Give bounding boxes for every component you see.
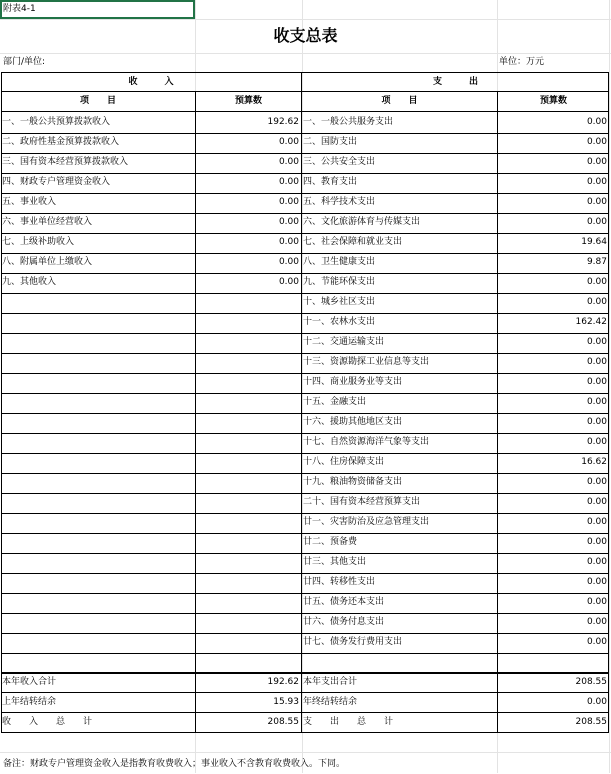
expense-item-value: 19.64 [581,237,607,247]
unit-label: 单位：万元 [499,57,545,67]
total-income-label: 本年收入合计 [2,677,57,687]
total-income-value: 208.55 [267,717,299,727]
expense-item-value: 0.00 [586,497,607,507]
income-header: 收 入 [128,77,174,87]
expense-item-header: 项 目 [381,96,418,106]
expense-item-value: 0.00 [586,137,607,147]
total-income-label: 上年结转结余 [2,697,57,707]
expense-item-value: 16.62 [581,457,607,467]
income-item-label: 六、事业单位经营收入 [2,217,93,227]
expense-item-value: 0.00 [586,157,607,167]
expense-item-value: 0.00 [586,597,607,607]
expense-item-label: 十七、自然资源海洋气象等支出 [303,437,430,447]
expense-item-label: 七、社会保障和就业支出 [303,237,403,247]
expense-item-value: 0.00 [586,357,607,367]
income-item-label: 八、附属单位上缴收入 [2,257,93,267]
income-item-value: 0.00 [278,197,299,207]
expense-item-label: 十一、农林水支出 [303,317,376,327]
income-item-value: 0.00 [278,237,299,247]
total-income-value: 192.62 [267,677,299,687]
expense-item-value: 0.00 [586,537,607,547]
expense-item-value: 0.00 [586,397,607,407]
expense-item-label: 二、国防支出 [303,137,358,147]
total-expense-value: 208.55 [575,717,607,727]
income-item-label: 一、一般公共预算拨款收入 [2,117,111,127]
expense-item-value: 0.00 [586,637,607,647]
expense-item-value: 0.00 [586,417,607,427]
expense-item-value: 0.00 [586,517,607,527]
grid-line [0,752,611,753]
footnote: 备注：财政专户管理资金收入是指教育收费收入；事业收入不含教育收费收入。下同。 [3,759,346,769]
income-item-label: 七、上级补助收入 [2,237,75,247]
income-item-value: 0.00 [278,137,299,147]
expense-item-label: 十九、粮油物资储备支出 [303,477,403,487]
expense-item-value: 0.00 [586,277,607,287]
expense-item-label: 二十、国有资本经营预算支出 [303,497,421,507]
total-income-value: 15.93 [273,697,299,707]
expense-item-label: 三、公共安全支出 [303,157,376,167]
expense-item-value: 0.00 [586,377,607,387]
income-item-label: 五、事业收入 [2,197,57,207]
expense-item-value: 0.00 [586,617,607,627]
dept-label: 部门/单位: [3,57,46,67]
expense-item-value: 0.00 [586,437,607,447]
total-expense-label: 本年支出合计 [303,677,358,687]
expense-item-label: 十二、交通运输支出 [303,337,385,347]
expense-item-value: 0.00 [586,297,607,307]
total-expense-value: 208.55 [575,677,607,687]
expense-item-value: 0.00 [586,117,607,127]
expense-item-label: 廿一、灾害防治及应急管理支出 [303,517,430,527]
income-item-value: 0.00 [278,177,299,187]
expense-item-label: 十四、商业服务业等支出 [303,377,403,387]
expense-item-label: 廿七、债务发行费用支出 [303,637,403,647]
expense-item-label: 六、文化旅游体育与传媒支出 [303,217,421,227]
expense-item-label: 十六、援助其他地区支出 [303,417,403,427]
expense-item-label: 廿六、债务付息支出 [303,617,385,627]
page-title: 收支总表 [273,26,338,45]
expense-item-label: 十、城乡社区支出 [303,297,376,307]
sheet-tag[interactable]: 附表4-1 [3,4,36,14]
income-item-label: 三、国有资本经营预算拨款收入 [2,157,129,167]
expense-item-label: 廿四、转移性支出 [303,577,376,587]
expense-item-label: 八、卫生健康支出 [303,257,376,267]
expense-item-label: 廿五、债务还本支出 [303,597,385,607]
income-item-label: 九、其他收入 [2,277,57,287]
income-item-header: 项 目 [79,96,116,106]
income-item-label: 二、政府性基金预算拨款收入 [2,137,120,147]
total-income-label: 收 入 总 计 [2,717,93,727]
expense-item-value: 9.87 [586,257,607,267]
expense-item-value: 0.00 [586,477,607,487]
income-item-value: 0.00 [278,217,299,227]
expense-item-label: 四、教育支出 [303,177,358,187]
expense-item-label: 十三、资源勘探工业信息等支出 [303,357,430,367]
expense-item-value: 162.42 [575,317,607,327]
total-expense-label: 支 出 总 计 [303,717,394,727]
expense-item-label: 廿二、预备费 [303,537,358,547]
total-expense-value: 0.00 [586,697,607,707]
expense-item-value: 0.00 [586,337,607,347]
expense-item-value: 0.00 [586,577,607,587]
income-item-value: 192.62 [267,117,299,127]
expense-item-value: 0.00 [586,557,607,567]
income-budget-header: 预算数 [234,96,262,106]
income-item-value: 0.00 [278,157,299,167]
expense-item-label: 九、节能环保支出 [303,277,376,287]
expense-item-label: 一、一般公共服务支出 [303,117,394,127]
income-item-value: 0.00 [278,277,299,287]
expense-item-label: 十五、金融支出 [303,397,367,407]
expense-budget-header: 预算数 [539,96,567,106]
total-expense-label: 年终结转结余 [303,697,358,707]
expense-item-value: 0.00 [586,177,607,187]
income-item-value: 0.00 [278,257,299,267]
expense-item-label: 十八、住房保障支出 [303,457,385,467]
expense-item-label: 五、科学技术支出 [303,197,376,207]
expense-item-value: 0.00 [586,217,607,227]
expense-item-label: 廿三、其他支出 [303,557,367,567]
grid-line [609,0,610,773]
expense-item-value: 0.00 [586,197,607,207]
expense-header: 支 出 [432,77,478,87]
income-item-label: 四、财政专户管理资金收入 [2,177,111,187]
